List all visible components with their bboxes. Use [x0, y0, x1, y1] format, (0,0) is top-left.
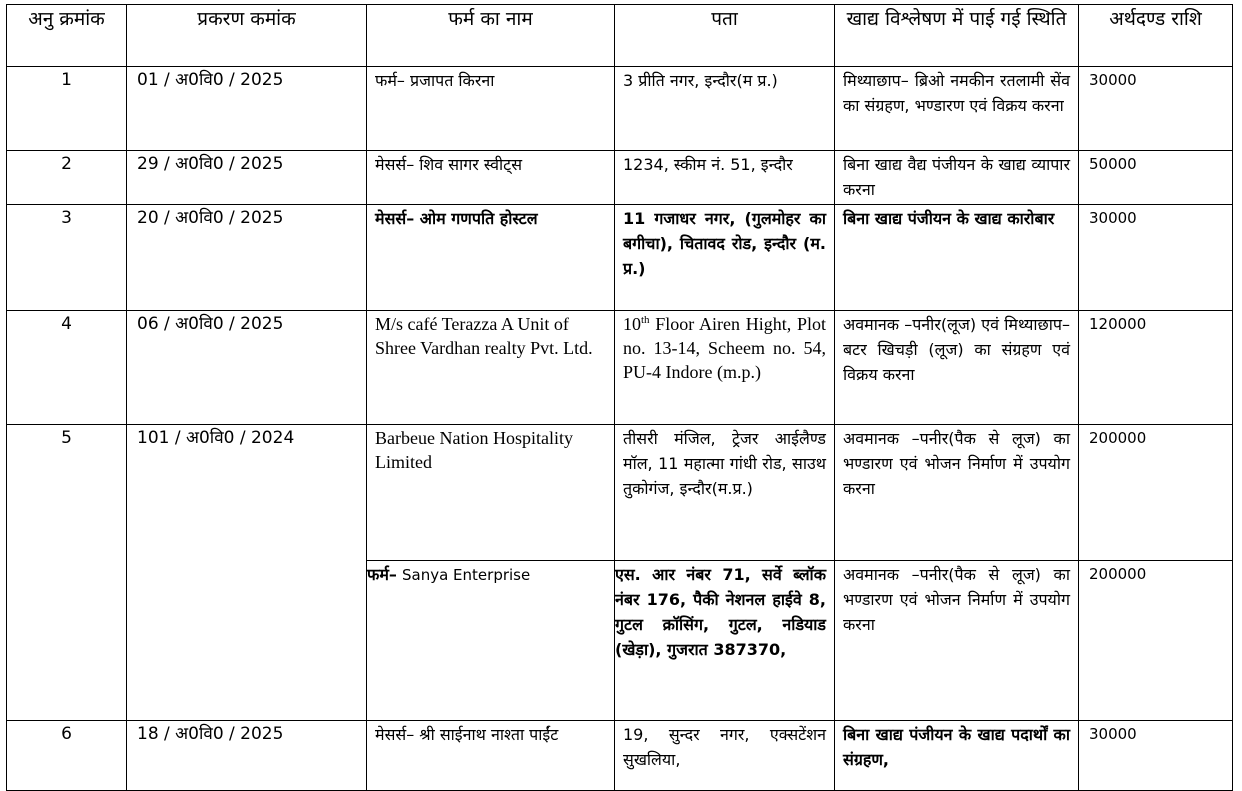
- table-header-row: [7, 5, 1233, 67]
- table-row: [7, 67, 1233, 151]
- penalty-table: [6, 4, 1233, 791]
- cell-firm: [367, 561, 615, 721]
- cell-firm: मेसर्स– ओम गणपति होस्टल: [367, 205, 615, 311]
- cell-address: एस. आर नंबर 71, सर्वे ब्लॉक नंबर 176, पैकी नेशनल हाईवे 8, गुटल क्रॉसिंग, गुटल, नडियाड (खेड़ा), गुजरात 387370,: [615, 561, 835, 721]
- cell-case-no: 20 / अ0वि0 / 2025: [127, 205, 367, 311]
- cell-serial: 6: [7, 721, 127, 791]
- cell-case-no: 01 / अ0वि0 / 2025: [127, 67, 367, 151]
- cell-amount: 30000: [1079, 721, 1233, 791]
- header-penalty: अर्थदण्ड राशि: [1079, 5, 1233, 67]
- table-row: [7, 205, 1233, 311]
- cell-address: तीसरी मंजिल, ट्रेजर आईलैण्ड मॉल, 11 महात्मा गांधी रोड, साउथ तुकोगंज, इन्दौर(म.प्र.): [615, 425, 835, 561]
- firm-name: Sanya Enterprise: [402, 566, 531, 584]
- address-floor-suffix: th: [641, 314, 650, 326]
- cell-serial: 1: [7, 67, 127, 151]
- cell-status: अवमानक –पनीर(लूज) एवं मिथ्याछाप– बटर खिचड़ी (लूज) का संग्रहण एवं विक्रय करना: [835, 311, 1079, 425]
- cell-status: बिना खाद्य पंजीयन के खाद्य पदार्थों का संग्रहण,: [835, 721, 1079, 791]
- cell-serial: 2: [7, 151, 127, 205]
- table-row: [7, 425, 1233, 561]
- cell-firm: फर्म– प्रजापत किरना: [367, 67, 615, 151]
- cell-address: 3 प्रीति नगर, इन्दौर(म प्र.): [615, 67, 835, 151]
- cell-case-no: 06 / अ0वि0 / 2025: [127, 311, 367, 425]
- cell-serial: 3: [7, 205, 127, 311]
- cell-status: मिथ्याछाप– ब्रिओ नमकीन रतलामी सेंव का संग्रहण, भण्डारण एवं विक्रय करना: [835, 67, 1079, 151]
- address-text: Floor Airen Hight, Plot no. 13-14, Scheem no. 54, PU-4 Indore (m.p.): [623, 314, 826, 382]
- header-address: पता: [615, 5, 835, 67]
- firm-prefix: फर्म–: [367, 565, 397, 584]
- cell-serial: 5: [7, 425, 127, 721]
- header-status: खाद्य विश्लेषण में पाई गई स्थिति: [835, 5, 1079, 67]
- table-row: [7, 311, 1233, 425]
- cell-amount: 200000: [1079, 425, 1233, 561]
- cell-firm: M/s café Terazza A Unit of Shree Vardhan realty Pvt. Ltd.: [367, 311, 615, 425]
- cell-firm: मेसर्स– शिव सागर स्वीट्स: [367, 151, 615, 205]
- cell-amount: 30000: [1079, 205, 1233, 311]
- table-row: [7, 721, 1233, 791]
- cell-status: बिना खाद्य पंजीयन के खाद्य कारोबार: [835, 205, 1079, 311]
- header-serial: अनु क्रमांक: [7, 5, 127, 67]
- cell-address: 19, सुन्दर नगर, एक्सटेंशन सुखलिया,: [615, 721, 835, 791]
- cell-case-no: 101 / अ0वि0 / 2024: [127, 425, 367, 721]
- cell-case-no: 29 / अ0वि0 / 2025: [127, 151, 367, 205]
- table-row: [7, 151, 1233, 205]
- cell-status: अवमानक –पनीर(पैक से लूज) का भण्डारण एवं भोजन निर्माण में उपयोग करना: [835, 561, 1079, 721]
- cell-amount: 120000: [1079, 311, 1233, 425]
- header-firm-name: फर्म का नाम: [367, 5, 615, 67]
- cell-amount: 200000: [1079, 561, 1233, 721]
- cell-status: अवमानक –पनीर(पैक से लूज) का भण्डारण एवं भोजन निर्माण में उपयोग करना: [835, 425, 1079, 561]
- cell-firm: मेसर्स– श्री साईनाथ नाश्ता पाईंट: [367, 721, 615, 791]
- cell-address: 11 गजाधर नगर, (गुलमोहर का बगीचा), चितावद रोड, इन्दौर (म. प्र.): [615, 205, 835, 311]
- cell-address: [615, 311, 835, 425]
- cell-address: 1234, स्कीम नं. 51, इन्दौर: [615, 151, 835, 205]
- cell-amount: 50000: [1079, 151, 1233, 205]
- cell-serial: 4: [7, 311, 127, 425]
- address-floor-number: 10: [623, 314, 641, 334]
- cell-firm: Barbeue Nation Hospitality Limited: [367, 425, 615, 561]
- cell-case-no: 18 / अ0वि0 / 2025: [127, 721, 367, 791]
- cell-amount: 30000: [1079, 67, 1233, 151]
- header-case-no: प्रकरण कमांक: [127, 5, 367, 67]
- cell-status: बिना खाद्य वैद्य पंजीयन के खाद्य व्यापार करना: [835, 151, 1079, 205]
